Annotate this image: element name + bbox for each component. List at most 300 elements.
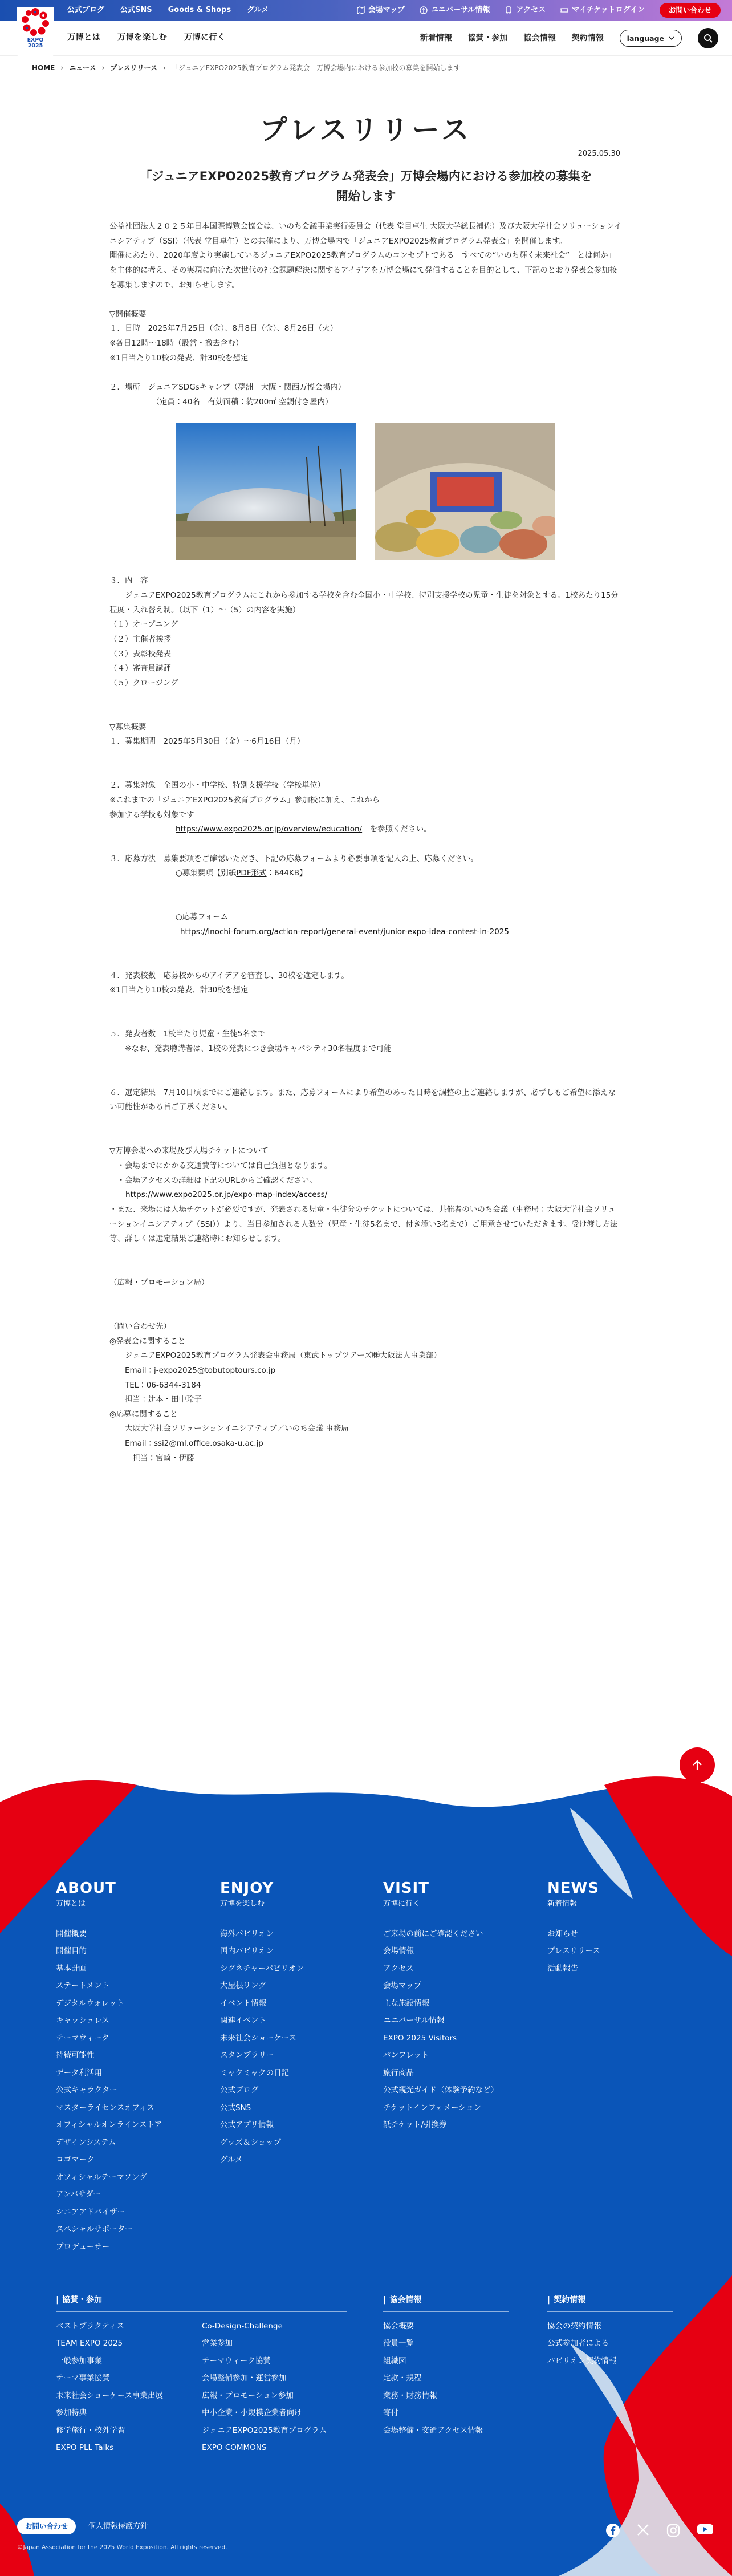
article-paragraph [109,1056,623,1071]
topbar-universal-label: ユニバーサル情報 [431,5,490,14]
apply-pdf-size: ：644KB】 [266,869,307,878]
nav-association[interactable]: 協会情報 [523,33,556,43]
footer-news-title: NEWS [547,1880,599,1897]
footer-list-item [383,2422,509,2440]
article-section-overview [109,220,623,409]
footer-sponsor-link[interactable]: ベストプラクティス [56,2321,125,2331]
footer-list-item [383,1960,498,1978]
footer-assoc-title: 協会情報 [389,2295,422,2305]
footer-list-item [220,2030,304,2047]
footer-list-item [220,2116,304,2134]
article-paragraph: （５）クロージング [109,678,178,688]
footer-list-item [220,2047,304,2064]
footer-list-item [383,2116,498,2134]
footer-nav-link[interactable]: テーマウィーク [56,2033,109,2043]
chevron-down-icon [669,36,674,40]
x-icon [636,2523,650,2537]
article-paragraph: （広報・プロモーション局） [109,1278,209,1288]
breadcrumb [32,62,460,75]
expo-logo-mark [21,7,50,36]
footer-assoc-link[interactable]: 寄付 [383,2408,398,2418]
footer-list-item [56,2204,162,2221]
article-paragraph [109,749,623,764]
footer-list-item [220,2134,304,2152]
footer-list-item [547,1942,600,1960]
back-to-top-button[interactable] [680,1747,715,1783]
privacy-policy-link[interactable]: 個人情報保護方針 [88,2521,148,2530]
footer-enjoy-sub: 万博を楽しむ [220,1900,265,1909]
breadcrumb-press[interactable]: プレスリリース [110,64,157,72]
article-paragraph: ※1日当たり10校の発表、計30校を想定 [109,353,249,363]
footer-contract-section [547,2293,673,2370]
footer-bottom-links [17,2518,148,2534]
footer-list-item [220,1925,304,1943]
nav-news[interactable]: 新着情報 [420,33,452,43]
logo-text-expo: EXPO [27,37,44,43]
footer-sponsor-link[interactable]: 修学旅行・校外学習 [56,2425,125,2435]
footer-nav-link[interactable]: 公式ブログ [220,2086,259,2095]
article-paragraph: 大阪大学社会ソリューションイニシアティブ／いのち会議 事務局 [109,1424,349,1434]
footer-nav-link[interactable]: 大屋根リング [220,1981,266,1991]
footer-list-item [202,2318,347,2335]
footer-nav-link[interactable]: チケットインフォメーション [383,2103,482,2112]
article-paragraph: 担当：宮崎・伊藤 [109,1453,194,1463]
venue-photos [176,423,623,560]
footer-nav-link[interactable]: EXPO 2025 Visitors [383,2033,457,2043]
bar-icon: | [56,2295,59,2305]
article-paragraph [109,1261,623,1276]
footer-sponsor-link[interactable]: 参加特典 [56,2408,87,2418]
article-section-contact [109,1203,623,1466]
youtube-icon [697,2523,714,2536]
footer-about-title: ABOUT [56,1880,116,1897]
footer-assoc-link[interactable]: 役員一覧 [383,2339,414,2348]
footer-list-item [220,1942,304,1960]
footer-list-item [56,2404,202,2422]
ticket-icon [560,6,568,14]
footer-nav-link[interactable]: オフィシャルオンラインストア [56,2120,162,2130]
footer-nav-link[interactable]: プレスリリース [547,1946,600,1956]
article-paragraph: ・会場までにかかる交通費等については自己負担となります。 [109,1161,332,1170]
article-paragraph: 担当：辻本・田中玲子 [109,1395,202,1405]
apply-form-label: ○応募フォーム [176,912,229,922]
footer-list-item [56,1995,162,2013]
footer-list-item [56,2318,202,2335]
search-button[interactable] [698,28,718,48]
footer-nav-link[interactable]: 公式キャラクター [56,2086,117,2095]
footer-nav-link[interactable]: 紙チケット/引換券 [383,2120,447,2130]
article-paragraph [109,691,623,705]
footer-contract-title: 契約情報 [554,2295,586,2305]
footer-nav-link[interactable]: 公式SNS [220,2103,251,2112]
footer-nav-link[interactable]: グッズ＆ショップ [220,2137,282,2147]
arrow-up-icon [691,1759,703,1771]
article-paragraph: Email：ssi2@ml.office.osaka-u.ac.jp [109,1439,263,1449]
footer-list-item [220,2151,304,2169]
topbar-blog-link[interactable]: 公式ブログ [67,5,105,14]
article-paragraph [109,366,623,380]
footer-list-item [56,2422,202,2440]
footer-nav-link[interactable]: 基本計画 [56,1964,87,1973]
footer-list-item [383,2387,509,2405]
nav-contract[interactable]: 契約情報 [571,33,604,43]
footer-list-item [383,2030,498,2047]
footer-nav-link[interactable]: ロゴマーク [56,2155,95,2165]
footer-list-item [383,1925,498,1943]
footer-col-about [56,1880,162,2255]
article-paragraph [109,293,623,307]
footer-nav-link[interactable]: ミャクミャクの日記 [220,2068,289,2078]
footer-list-item [56,1960,162,1978]
breadcrumb-current: 「ジュニアEXPO2025教育プログラム発表会」万博会場内における参加校の募集を開始します [171,64,461,72]
footer-nav-link[interactable]: お知らせ [547,1929,578,1938]
footer-list-item [56,2352,202,2370]
footer-list-item [383,1995,498,2013]
footer-sponsor-link[interactable]: 未来社会ショーケース事業出展 [56,2391,164,2400]
footer-list-item [56,2169,162,2186]
article-paragraph: （定員：40名 有効面積：約200㎡ 空調付き屋内） [109,397,333,407]
article-paragraph: （１）オープニング [109,620,178,630]
footer-list-item [202,2335,347,2352]
breadcrumb-separator: › [162,64,166,72]
footer-visit-title: VISIT [383,1880,429,1897]
article-paragraph: （２）主催者挨拶 [109,634,171,644]
footer-nav-link[interactable]: スペシャルサポーター [56,2225,133,2234]
search-icon [703,34,713,43]
footer-nav-link[interactable]: 関連イベント [220,2016,266,2026]
footer-nav-link[interactable]: イベント情報 [220,1998,266,2008]
nav-enjoy[interactable]: 万博を楽しむ [117,33,167,43]
footer-list-item [56,1925,162,1943]
article-paragraph: ◎発表会に関すること [109,1336,186,1346]
topbar-contact-button[interactable]: お問い合わせ [660,3,721,18]
topbar-access-label: アクセス [516,5,546,14]
footer-list-item [56,2099,162,2117]
footer-list-item [383,2352,509,2370]
footer-list-item [220,1960,304,1978]
footer-nav-link[interactable]: 主な施設情報 [383,1998,429,2008]
apply-doc-label: ○募集要項【別紙 [176,869,237,878]
footer-sponsor-link[interactable]: テーマウィーク協賛 [202,2356,271,2366]
footer-nav-link[interactable]: マスターライセンスオフィス [56,2103,154,2112]
footer-list-item [547,2335,673,2370]
footer-list-item [547,2318,673,2335]
footer-list-item [547,1925,600,1943]
article-paragraph: ▽万博会場への来場及び入場チケットについて [109,1146,269,1156]
footer-list-item [202,2370,347,2387]
article-paragraph: ６．選定結果 7月10日頃までにご連絡します。また、応募フォームにより希望のあった日時を調整の上ご連絡しますが、必ずしもご希望に添えない可能性がある旨ご了承ください。 [109,1088,616,1112]
footer-list-item [56,2221,162,2238]
footer-list-item [56,2238,162,2256]
article-paragraph [109,764,623,779]
footer-nav-link[interactable]: 公式アプリ情報 [220,2120,274,2130]
topbar-map-link[interactable] [357,3,405,18]
footer-sponsor-link[interactable]: Co-Design-Challenge [202,2321,283,2331]
footer-col-enjoy [220,1880,304,2169]
article-paragraph [109,1247,623,1261]
breadcrumb-separator: › [60,64,64,72]
footer-nav-link[interactable]: ユニバーサル情報 [383,2016,445,2026]
apply-pdf-link[interactable]: PDF形式 [236,869,267,878]
article-section-content [109,574,623,822]
footer-nav-link[interactable]: ご来場の前にご確認ください [383,1929,483,1938]
topbar-ticket-label: マイチケットログイン [572,5,645,14]
footer-nav-link[interactable]: アクセス [383,1964,414,1973]
dome-interior-photo [375,423,555,560]
footer-nav-link[interactable]: パンフレット [383,2051,429,2060]
footer-nav-link[interactable]: 国内パビリオン [220,1946,274,1956]
topbar-goods-link[interactable]: Goods & Shops [168,5,231,14]
article-paragraph: １．募集期間 2025年5月30日（金）〜6月16日（月） [109,737,305,747]
breadcrumb-home[interactable]: HOME [32,64,55,72]
article-paragraph: ◎応募に関すること [109,1409,178,1419]
footer-list-item [383,1942,498,1960]
x-link[interactable] [636,2523,650,2543]
footer-nav-link[interactable]: 公式観光ガイド（体験予約など） [383,2086,499,2095]
language-label: language [627,34,664,43]
article-paragraph: （３）表彰校発表 [109,649,171,659]
topbar-sns-link[interactable]: 公式SNS [120,5,152,14]
footer-list-item [383,2082,498,2099]
footer-sponsor-link[interactable]: 会場整備参加・運営参加 [202,2374,287,2383]
footer-list-item [56,2439,202,2457]
article-paragraph [109,705,623,720]
breadcrumb-news[interactable]: ニュース [69,64,96,72]
footer-list-item [56,2151,162,2169]
footer-list-item [547,1960,600,1978]
footer-list-item [220,2012,304,2030]
expo-logo[interactable] [17,7,54,58]
article-paragraph: ２．場所 ジュニアSDGsキャンプ（夢洲 大阪・関西万博会場内） [109,383,346,392]
article-paragraph: ジュニアEXPO2025教育プログラム発表会事務局（東武トップツアーズ㈱大阪法人事業部） [109,1351,442,1361]
article-paragraph: ※各日12時〜18時（設営・撤去含む） [109,339,243,348]
article-section-details [109,969,623,1188]
language-selector[interactable] [620,30,682,47]
footer-contract-link[interactable]: 協会の契約情報 [547,2321,601,2331]
article-paragraph: １．日時 2025年7月25日（金）、8月8日（金）、8月26日（火） [109,324,338,334]
article-paragraph: ２．募集対象 全国の小・中学校、特別支援学校（学校単位） [109,781,325,790]
instagram-link[interactable] [666,2523,681,2543]
footer-sponsor-link[interactable]: テーマ事業協賛 [56,2374,110,2383]
article-paragraph [109,1013,623,1028]
footer-list-item [220,1977,304,1995]
education-link[interactable]: https://www.expo2025.or.jp/overview/education/ [176,825,363,834]
footer-nav-link[interactable]: 開催概要 [56,1929,87,1938]
article-paragraph: ▽募集概要 [109,722,147,732]
footer-list-item [56,2335,202,2352]
article-paragraph [109,1071,623,1086]
main-nav [0,21,732,56]
footer-list-item [383,2012,498,2030]
footer-nav-link[interactable]: 会場マップ [383,1981,421,1991]
facebook-link[interactable] [605,2523,620,2543]
universal-icon [420,6,428,14]
article-paragraph: （問い合わせ先） [109,1322,171,1331]
footer-nav-link[interactable]: 会場情報 [383,1946,414,1956]
footer-list-item [56,2030,162,2047]
article-paragraph: ４．発表校数 応募校からのアイデアを審査し、30校を選定します。 [109,971,349,980]
article-paragraph [109,1115,623,1130]
footer-col-news [547,1880,600,1977]
footer-nav-link[interactable]: 旅行商品 [383,2068,414,2078]
footer-assoc-link[interactable]: 組織図 [383,2356,406,2366]
footer-list-item [383,2099,498,2117]
footer-list-item [56,2370,202,2387]
nav-visit[interactable]: 万博に行く [184,33,226,43]
article-paragraph [109,1305,623,1320]
footer-list-item [383,2047,498,2064]
footer-nav-link[interactable]: ステートメント [56,1981,110,1991]
article-paragraph [109,1291,623,1305]
footer-nav-link[interactable]: スタンプラリー [220,2051,274,2060]
footer-list-item [56,1942,162,1960]
apply-document-line [109,866,623,881]
footer-sponsor-link[interactable]: 営業参加 [202,2339,233,2348]
footer-list-item [202,2404,347,2422]
footer-nav-link[interactable]: アンバサダー [56,2190,101,2200]
footer-nav-link[interactable]: 海外パビリオン [220,1929,274,1938]
footer-nav-link[interactable]: オフィシャルテーマソング [56,2172,147,2182]
article-paragraph: ※これまでの「ジュニアEXPO2025教育プログラム」参加校に加え、これから [109,795,380,805]
article-paragraph: 開催にあたり、2020年度より実施しているジュニアEXPO2025教育プログラムのコンセプトである「すべての“いのち輝く未来社会”」とは何か」を主体的に考え、その実現に向けた次世代の社会課題解決に関するアイデアを万博会場にて発信することを目的として、下記のとおり発表会参加校を募集しますので、お知らせします。 [109,251,617,290]
footer-visit-sub: 万博に行く [383,1900,421,1909]
apply-form-link[interactable]: https://inochi-forum.org/action-report/general-event/junior-expo-idea-contest-in-2025 [180,927,509,936]
footer-list-item [220,1995,304,2013]
footer-contact-button[interactable]: お問い合わせ [17,2518,76,2534]
footer-nav-link[interactable]: プロデューサー [56,2242,110,2252]
instagram-icon [666,2523,681,2538]
topbar-access-link[interactable] [505,3,546,18]
footer-sponsor-link[interactable]: EXPO PLL Talks [56,2443,114,2453]
article-paragraph: ※1日当たり10校の発表、計30校を想定 [109,985,249,995]
article-paragraph: 公益社団法人２０２５年日本国際博覧会協会は、いのち会議事業実行委員会（代表 堂目卓生 大阪大学総長補佐）及び大阪大学社会ソリューションイニシアティブ（SSI）（代表 堂目卓生）との共催により、万博会場内で「ジュニアEXPO2025教育プログラム発表会」を開催します。 [109,222,621,246]
footer-about-sub: 万博とは [56,1900,86,1909]
facebook-icon [605,2523,620,2538]
access-link[interactable]: https://www.expo2025.or.jp/expo-map-index/access/ [125,1190,328,1200]
article-paragraph: ▽開催概要 [109,309,147,319]
topbar-map-label: 会場マップ [368,5,405,14]
nav-about[interactable]: 万博とは [67,33,100,43]
social-links [605,2523,714,2543]
education-link-line [109,822,623,837]
footer-nav-link[interactable]: デジタルウォレット [56,1998,125,2008]
article-paragraph: ３．内 容 [109,576,148,586]
article-paragraph: 参加する学校も対象です [109,810,194,820]
footer-nav-link[interactable]: シニアアドバイザー [56,2207,125,2217]
train-icon [505,6,513,14]
footer-list-item [202,2387,347,2405]
footer-assoc-link[interactable]: 会場整備・交通アクセス情報 [383,2425,483,2435]
article-paragraph: ５．発表者数 1校当たり児童・生徒5名まで [109,1029,266,1039]
nav-sponsor[interactable]: 協賛・参加 [467,33,508,43]
article-title-line2: 開始します [336,189,396,203]
footer-col-visit [383,1880,498,2134]
footer-list-item [383,2064,498,2082]
footer-sponsor-link[interactable]: EXPO COMMONS [202,2443,267,2453]
footer-list-item [383,2318,509,2335]
footer-nav-link[interactable]: グルメ [220,2155,243,2165]
article-paragraph: TEL：06-6344-3184 [109,1380,201,1390]
education-link-suffix: を参照ください。 [362,825,432,834]
footer-list-item [56,2116,162,2134]
bar-icon: | [547,2295,551,2305]
map-icon [357,6,365,14]
footer-assoc-link[interactable]: 協会概要 [383,2321,414,2331]
topbar-universal-link[interactable] [420,3,490,18]
footer-list-item [56,2064,162,2082]
article-paragraph: ・会場アクセスの詳細は下記のURLからご確認ください。 [109,1175,317,1185]
topbar-ticket-login-link[interactable] [560,3,645,18]
youtube-link[interactable] [697,2523,714,2543]
footer-nav-link[interactable]: デザインシステム [56,2137,116,2147]
footer-list-item [202,2352,347,2370]
footer-list-item [56,2082,162,2099]
footer-nav-link[interactable]: 未来社会ショーケース [220,2033,297,2043]
footer-enjoy-title: ENJOY [220,1880,274,1897]
bar-icon: | [383,2295,387,2305]
article-paragraph: ・また、来場には入場チケットが必要ですが、発表される児童・生徒分のチケットについては、共催者のいのち会議（事務局：大阪大学社会ソリューションイニシアティブ（SSI））より、当日参加される人数分（児童・生徒5名まで、付き添い3名まで）ご用意させていただきます。受け渡し方法等、詳しくは選定結果ご連絡時にお知らせします。 [109,1204,618,1244]
footer-nav-link[interactable]: キャッシュレス [56,2016,109,2026]
footer-sponsor-section [56,2293,347,2457]
footer-sponsor-link[interactable]: ジュニアEXPO2025教育プログラム [202,2425,327,2435]
footer-list-item [220,2064,304,2082]
footer-list-item [383,2335,509,2352]
footer-news-sub: 新着情報 [547,1900,578,1909]
footer-list-item [202,2422,347,2440]
footer-sponsor-link[interactable]: 一般参加事業 [56,2356,102,2366]
topbar-gourmet-link[interactable]: グルメ [247,5,269,14]
article-title [112,167,620,206]
footer-list-item [56,2186,162,2204]
top-utility-bar [0,0,732,21]
footer-nav-link[interactable]: 持続可能性 [56,2051,95,2060]
footer-list-item [56,1977,162,1995]
footer-sponsor-link[interactable]: 中小企業・小規模企業者向け [202,2408,302,2418]
footer-list-item [56,2012,162,2030]
footer-sponsor-title: 協賛・参加 [62,2295,103,2305]
article-paragraph: ジュニアEXPO2025教育プログラムにこれから参加する学校を含む全国小・中学校、特別支援学校の児童・生徒を対象とする。1校あたり15分程度・入れ替え制。（以下（1）〜（5）の内容を実施） [109,590,619,615]
footer-nav-link[interactable]: 活動報告 [547,1964,578,1973]
footer-nav-link[interactable]: データ利活用 [56,2068,102,2078]
article-paragraph [109,1130,623,1145]
footer-list-item [383,2370,509,2387]
footer-sponsor-link[interactable]: 広報・プロモーション参加 [202,2391,294,2400]
article-body [109,220,623,1466]
article-title-line1: 「ジュニアEXPO2025教育プログラム発表会」万博会場内における参加校の募集を [140,169,592,183]
breadcrumb-separator: › [101,64,105,72]
article-paragraph [109,998,623,1013]
footer-list-item [202,2439,347,2457]
footer-list-item [220,2099,304,2117]
footer-list-item [56,2047,162,2064]
page-title: プレスリリース [259,114,473,146]
article-paragraph: ※なお、発表聴講者は、1校の発表につき会場キャパシティ30名程度まで可能 [109,1044,392,1053]
article-date: 2025.05.30 [578,149,620,158]
article-paragraph: （４）審査員講評 [109,664,171,674]
article-paragraph: Email：j-expo2025@tobutoptours.co.jp [109,1365,276,1375]
copyright: ©Japan Association for the 2025 World Exposition. All rights reserved. [17,2544,227,2551]
footer-assoc-link[interactable]: 定款・規程 [383,2374,422,2383]
footer-list-item [220,2082,304,2099]
footer-list-item [383,2404,509,2422]
footer-assoc-link[interactable]: 業務・財務情報 [383,2391,437,2400]
footer-nav-link[interactable]: 開催目的 [56,1946,87,1956]
footer-contract-link[interactable]: 公式参加者による パビリオン契約情報 [547,2339,617,2366]
footer-sponsor-link[interactable]: TEAM EXPO 2025 [56,2339,123,2348]
footer-nav-link[interactable]: シグネチャーパビリオン [220,1964,304,1973]
footer-assoc-section [383,2293,509,2439]
footer-list-item [383,1977,498,1995]
